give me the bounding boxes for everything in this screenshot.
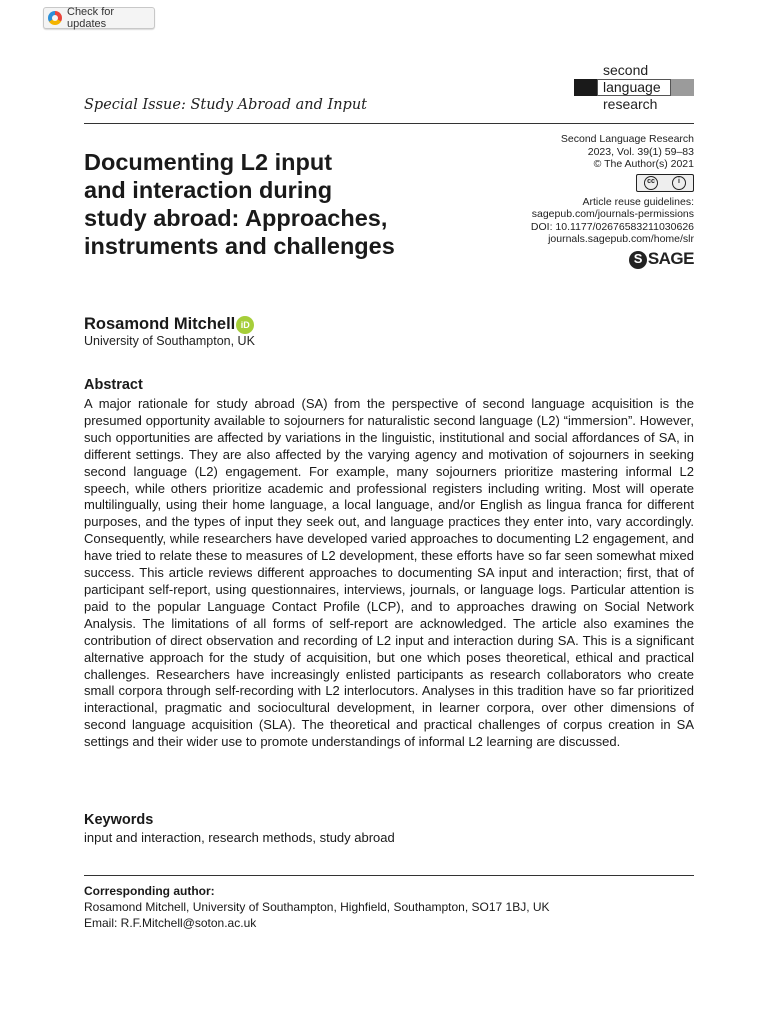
author-name: Rosamond Mitchell [84,315,236,333]
by-icon: i [672,176,686,190]
check-for-updates-label: Check for updates [67,6,115,30]
special-issue-label: Special Issue: Study Abroad and Input [84,97,367,113]
journal-logo-line1: second [603,62,649,78]
sage-logo [629,251,694,269]
corresponding-author-heading: Corresponding author: [84,884,215,898]
journal-logo-middle [574,79,694,96]
article-title [84,148,464,260]
journal-homepage-link[interactable]: journals.sagepub.com/home/slr [548,233,694,245]
reuse-label: Article reuse guidelines: [582,195,694,208]
keywords-text: input and interaction, research methods, study abroad [84,830,395,845]
abstract-text: A major rationale for study abroad (SA) from the perspective of second language acquisition is the presumed opportunity available to sojourners for naturalistic second language (L2) “immersion”. However, such opportunities are affected by variations in the linguistic, institutional and social affordances of SA, in different settings. They are also affected by the varying agency and motivation of sojourners in seeking second language (L2) engagement. For example, many sojourners prioritize mastering informal L2 speech, while others prioritize academic and professional registers including writing. Most will operate multilingually, using their home language, a local language, and/or English as lingua franca for different purposes, and the types of input they seek out, and language practices they enter into, vary accordingly. Consequently, while researchers have developed varied approaches to documenting L2 engagement, and have tried to relate these to measures of L2 development, these efforts have so far seen somewhat mixed success. This article reviews different approaches to documenting SA input and interaction; first, that of participant self-report, using questionnaires, interviews, journals, or language logs. Particular attention is paid to the popular Language Contact Profile (LCP), and to approaches drawing on Social Network Analysis. The limitations of all forms of self-report are acknowledged. The article also examines the contribution of direct observation and recording of L2 input and interaction during SA. This is a significant alternative approach for the study of acquisition, but one which poses theoretical, ethical and practical challenges. Researchers have increasingly enlisted participants as research collaborators who create small corpora through self-recording with L2 interlocutors. Analyses in this tradition have so far prioritized interactional, pragmatic and sociocultural development, in learner corpora, over other dimensions of second language acquisition (SLA). The theoretical and practical challenges of corpus creation in SA settings and their wider use to promote understandings of informal L2 learning are discussed. [84,396,694,750]
footer-divider [84,875,694,876]
permissions-link[interactable]: sagepub.com/journals-permissions [531,208,694,220]
journal-logo-line2: language [597,79,671,96]
cc-by-license-icon[interactable] [636,174,694,192]
check-for-updates-button[interactable] [43,7,155,29]
corresponding-author-email[interactable]: Email: R.F.Mitchell@soton.ac.uk [84,916,257,930]
article-metadata [464,133,694,269]
header-divider [84,123,694,124]
cc-icon: cc [644,176,658,190]
journal-logo [574,62,694,113]
volume-info: 2023, Vol. 39(1) 59–83 [587,145,694,158]
title-line: and interaction during [84,177,333,203]
keywords-heading: Keywords [84,812,154,828]
sage-logo-text: SAGE [647,249,694,269]
doi[interactable]: DOI: 10.1177/02676583211030626 [530,220,694,233]
journal-name: Second Language Research [560,133,694,145]
logo-black-block [574,79,597,96]
orcid-icon[interactable]: iD [236,316,254,334]
title-line: study abroad: Approaches, [84,205,388,231]
corresponding-author-address: Rosamond Mitchell, University of Southampton, Highfield, Southampton, SO17 1BJ, UK [84,900,550,914]
author-affiliation: University of Southampton, UK [84,334,255,348]
crossmark-icon [48,11,62,25]
copyright: © The Author(s) 2021 [593,158,694,170]
author [84,315,254,334]
title-line: instruments and challenges [84,233,395,259]
logo-gray-block [671,79,694,96]
journal-logo-line3: research [603,96,658,112]
title-line: Documenting L2 input [84,149,333,175]
sage-s-icon: S [629,251,647,269]
abstract-heading: Abstract [84,377,143,393]
